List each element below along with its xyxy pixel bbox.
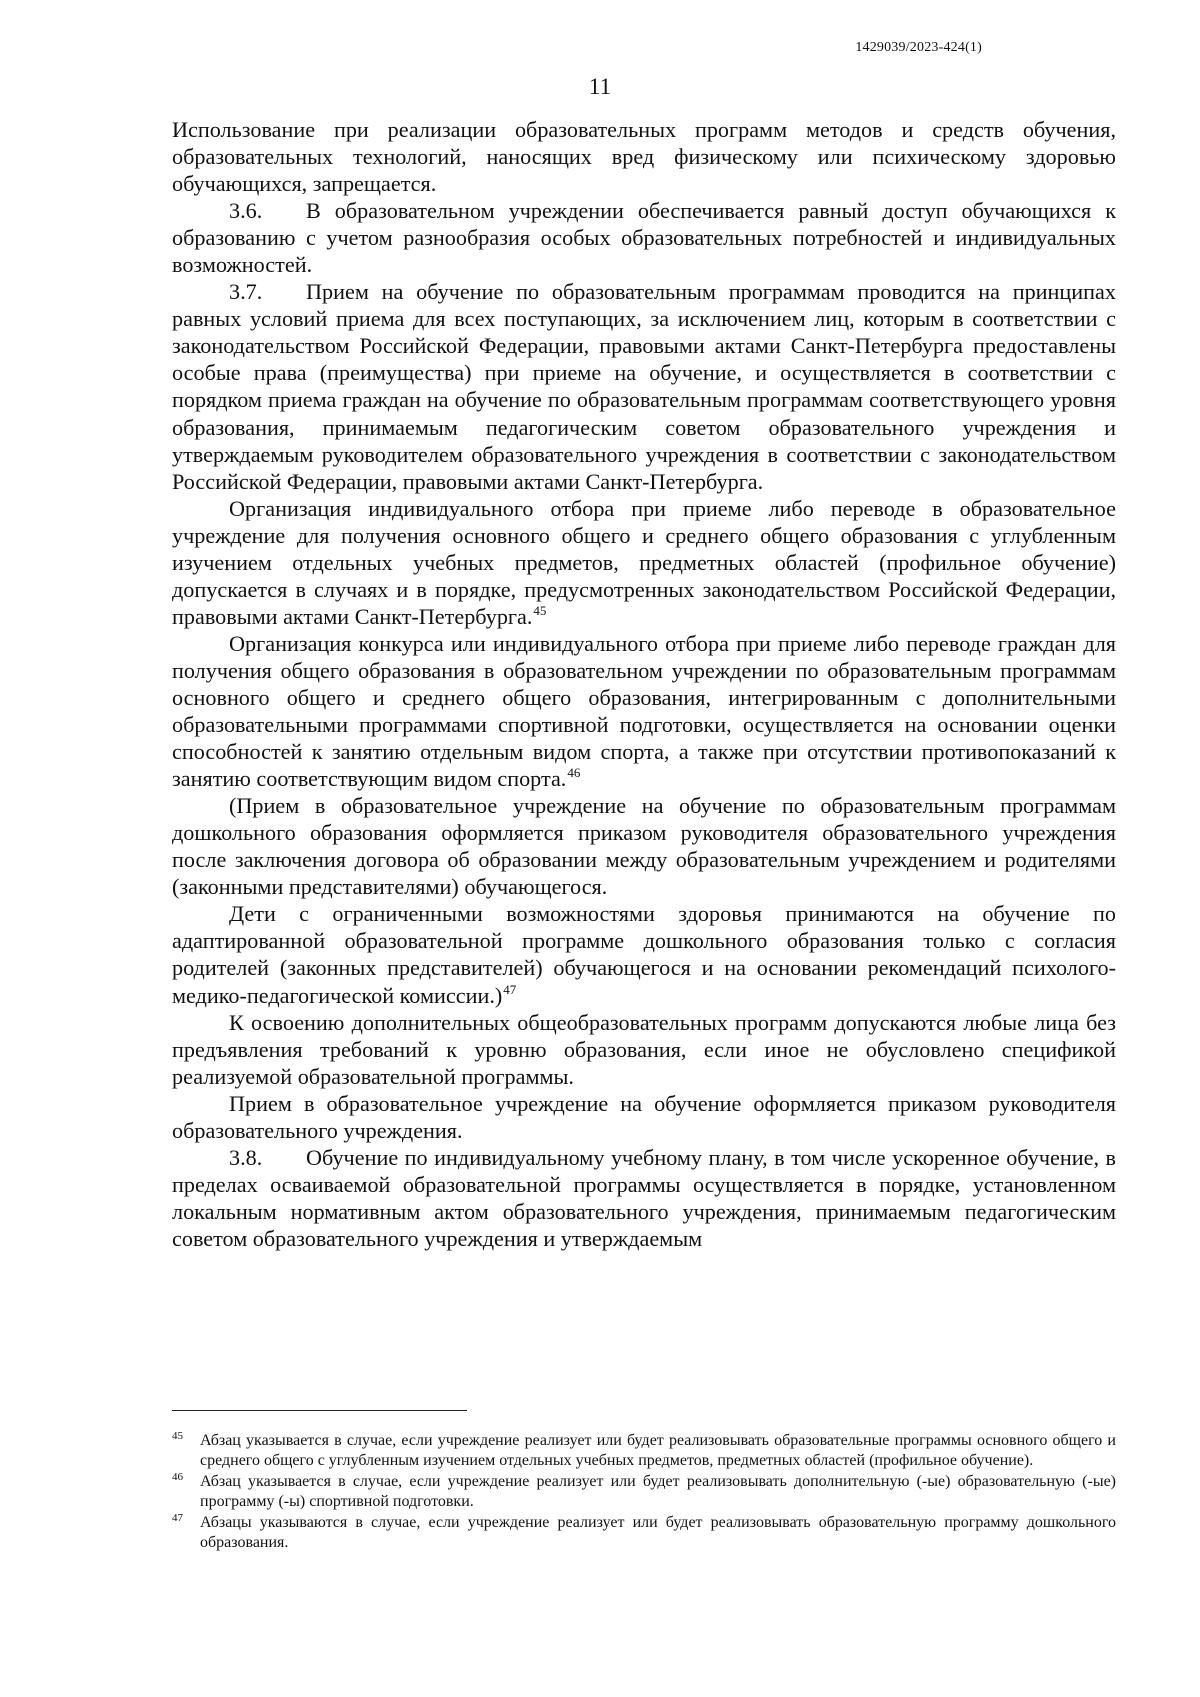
paragraph: К освоению дополнительных общеобразовательных программ допускаются любые лица без предъявления требований к уровню образования, если иное не обусловлено спецификой реализуемой образовательной программы. [172, 1009, 1116, 1089]
footnote-item [172, 1513, 1116, 1552]
clause-number: 3.6. [229, 198, 263, 224]
footnote-ref[interactable]: 46 [567, 765, 581, 781]
document-body [172, 116, 1116, 1252]
paragraph [172, 630, 1116, 792]
paragraph-3-6 [172, 197, 1116, 278]
paragraph-text: Обучение по индивидуальному учебному плану, в том числе ускоренное обучение, в пределах осваиваемой образовательной программы осуществляется в порядке, установленном локальным нормативным актом образовательного учреждения, принимаемым педагогическим советом образовательного учреждения и утверждаемым [172, 1144, 1116, 1251]
paragraph-text: В образовательном учреждении обеспечивается равный доступ обучающихся к образованию с учетом разнообразия особых образовательных потребностей и индивидуальных возможностей. [172, 198, 1116, 278]
paragraph-3-7 [172, 278, 1116, 494]
paragraph: (Прием в образовательное учреждение на обучение по образовательным программам дошкольного образования оформляется приказом руководителя образовательного учреждения после заключения договора об образовании между образовательным учреждением и родителями (законными представителями) обучающегося. [172, 793, 1116, 900]
footnote-text: Абзац указывается в случае, если учреждение реализует или будет реализовывать образовательные программы основного общего и среднего общего с углубленным изучением отдельных учебных предметов, предметных областей (профильное обучение). [200, 1432, 1116, 1469]
footnote-item [172, 1472, 1116, 1511]
clause-number: 3.7. [229, 279, 263, 305]
page-number: 11 [588, 74, 612, 99]
clause-number: 3.8. [229, 1144, 263, 1170]
footnotes [172, 1431, 1116, 1554]
paragraph: Использование при реализации образовательных программ методов и средств обучения, образовательных технологий, наносящих вред физическому или психическому здоровью обучающихся, запрещается. [172, 117, 1116, 197]
footnote-ref[interactable]: 45 [533, 602, 547, 618]
footnote-ref[interactable]: 47 [503, 981, 517, 997]
footnote-mark: 45 [172, 1430, 183, 1442]
footnote-text: Абзац указывается в случае, если учреждение реализует или будет реализовывать дополнительную (-ые) образовательную (-ые) программу (-ы) спортивной подготовки. [200, 1473, 1116, 1510]
paragraph [172, 495, 1116, 630]
footnote-item [172, 1431, 1116, 1470]
footnote-text: Абзацы указываются в случае, если учреждение реализует или будет реализовывать образовательную программу дошкольного образования. [200, 1514, 1116, 1551]
paragraph-3-8 [172, 1144, 1116, 1252]
footnote-separator [172, 1410, 467, 1411]
paragraph: Прием в образовательное учреждение на обучение оформляется приказом руководителя образовательного учреждения. [172, 1090, 1116, 1143]
paragraph-text: Прием на обучение по образовательным программам проводится на принципах равных условий приема для всех поступающих, за исключением лиц, которым в соответствии с законодательством Российской Федерации, правовыми актами Санкт-Петербурга предоставлены особые права (преимущества) при приеме на обучение, и осуществляется в соответствии с порядком приема граждан на обучение по образовательным программам соответствующего уровня образования, принимаемым педагогическим советом образовательного учреждения и утверждаемым руководителем образовательного учреждения в соответствии с законодательством Российской Федерации, правовыми актами Санкт-Петербурга. [172, 279, 1116, 494]
footnote-mark: 46 [172, 1471, 183, 1483]
document-id: 1429039/2023-424(1) [855, 40, 982, 55]
paragraph [172, 900, 1116, 1008]
paragraph-text: Дети с ограниченными возможностями здоровья принимаются на обучение по адаптированной образовательной программе дошкольного образования только с согласия родителей (законных представителей) обучающегося и на основании рекомендаций психолого-медико-педагогической комиссии.) [172, 901, 1116, 1008]
footnote-mark: 47 [172, 1512, 183, 1524]
paragraph-text: Организация индивидуального отбора при приеме либо переводе в образовательное учреждение для получения основного общего и среднего общего образования с углубленным изучением отдельных учебных предметов, предметных областей (профильное обучение) допускается в случаях и в порядке, предусмотренных законодательством Российской Федерации, правовыми актами Санкт-Петербурга. [172, 495, 1116, 629]
paragraph-text: Организация конкурса или индивидуального отбора при приеме либо переводе граждан для получения общего образования в образовательном учреждении по образовательным программам основного общего и среднего общего образования, интегрированным с дополнительными образовательными программами спортивной подготовки, осуществляется на основании оценки способностей к занятию отдельным видом спорта, а также при отсутствии противопоказаний к занятию соответствующим видом спорта. [172, 630, 1116, 792]
